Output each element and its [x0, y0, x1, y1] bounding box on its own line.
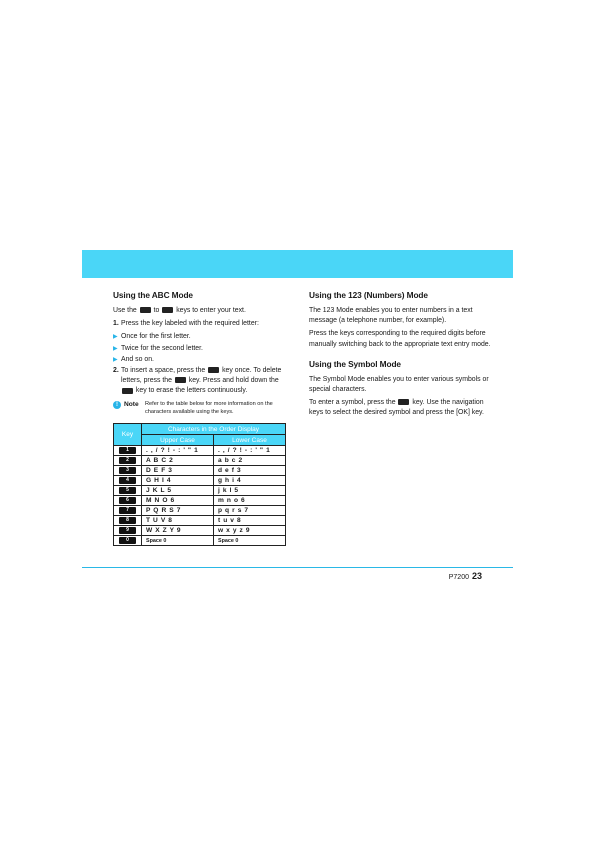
model-name: P7200: [448, 574, 469, 581]
note-text: Refer to the table below for more information on the characters available using the keys.: [145, 400, 273, 415]
upper-case-cell: Space 0: [142, 536, 214, 546]
keypad-key-icon: 2: [119, 457, 136, 464]
lower-case-cell: d e f 3: [214, 466, 286, 476]
table-row: [114, 506, 286, 516]
abc-intro: Use the to keys to enter your text.: [113, 307, 246, 314]
numbers-p2: Press the keys corresponding to the required digits before manually switching back to the appropriate text entry mode.: [309, 330, 491, 348]
keypad-key-icon: 8: [119, 517, 136, 524]
key-cell: [114, 496, 142, 506]
key-cell: [114, 456, 142, 466]
lower-case-cell: j k l 5: [214, 486, 286, 496]
key-cell: [114, 506, 142, 516]
table-row: [114, 536, 286, 546]
lower-case-cell: m n o 6: [214, 496, 286, 506]
keypad-key-icon: 6: [119, 497, 136, 504]
keypad-key-icon: 1: [119, 447, 136, 454]
lower-case-cell: w x y z 9: [214, 526, 286, 536]
key-cell: [114, 466, 142, 476]
key-cell: [114, 446, 142, 456]
abc-mode-heading: Using the ABC Mode: [113, 290, 193, 300]
keypad-key-icon: 4: [119, 477, 136, 484]
table-row: [114, 486, 286, 496]
table-row: [114, 516, 286, 526]
space-key-icon: [208, 367, 219, 373]
keypad-key-icon: 0: [119, 537, 136, 544]
page-number: 23: [471, 571, 482, 581]
upper-case-cell: J K L 5: [142, 486, 214, 496]
key-9-icon: [162, 307, 173, 313]
step-1: 1. Press the key labeled with the required letter:: [113, 320, 259, 328]
table-row: [114, 466, 286, 476]
footer-rule: [82, 567, 513, 568]
header-banner: [82, 250, 513, 278]
table-row: [114, 526, 286, 536]
table-row: [114, 476, 286, 486]
key-cell: [114, 536, 142, 546]
right-column: [309, 290, 499, 422]
upper-case-cell: D E F 3: [142, 466, 214, 476]
lower-case-cell: g h i 4: [214, 476, 286, 486]
bullet-list: [113, 332, 288, 365]
table-row: [114, 456, 286, 466]
upper-case-cell: M N O 6: [142, 496, 214, 506]
symbol-p2: To enter a symbol, press the key. Use the navigation keys to select the desired symbol and press the [OK] key.: [309, 399, 484, 417]
upper-case-cell: . , / ? ! - : ' " 1: [142, 446, 214, 456]
upper-case-cell: A B C 2: [142, 456, 214, 466]
keypad-key-icon: 5: [119, 487, 136, 494]
bullet-arrow-icon: ▶: [113, 334, 118, 341]
numbers-p1: The 123 Mode enables you to enter numbers in a text message (a telephone number, for example).: [309, 307, 473, 325]
left-column: [113, 290, 288, 546]
key-2-icon: [140, 307, 151, 313]
key-cell: [114, 516, 142, 526]
numbers-mode-heading: Using the 123 (Numbers) Mode: [309, 290, 428, 300]
keypad-key-icon: 7: [119, 507, 136, 514]
key-cell: [114, 526, 142, 536]
bullet-item: ▶ Once for the first letter.: [113, 332, 288, 342]
lower-case-cell: a b c 2: [214, 456, 286, 466]
step-2: 2. To insert a space, press the key once. To delete letters, press the key. Press and hold down the key to erase the letters continuously.: [113, 367, 282, 395]
note-label: Note: [124, 400, 139, 408]
lower-case-cell: Space 0: [214, 536, 286, 546]
page-footer: [449, 571, 482, 581]
lower-case-header: Lower Case: [214, 435, 286, 446]
lower-case-cell: t u v 8: [214, 516, 286, 526]
upper-case-cell: G H I 4: [142, 476, 214, 486]
bullet-item: ▶ And so on.: [113, 355, 288, 365]
bullet-item: ▶ Twice for the second letter.: [113, 344, 288, 354]
lower-case-cell: . , / ? ! - : ' " 1: [214, 446, 286, 456]
bullet-arrow-icon: ▶: [113, 345, 118, 352]
bullet-arrow-icon: ▶: [113, 356, 118, 363]
symbol-p1: The Symbol Mode enables you to enter various symbols or special characters.: [309, 375, 489, 394]
group-header: Characters in the Order Display: [142, 424, 286, 435]
upper-case-cell: T U V 8: [142, 516, 214, 526]
note: [113, 400, 288, 416]
table-row: [114, 496, 286, 506]
lower-case-cell: p q r s 7: [214, 506, 286, 516]
keypad-key-icon: 3: [119, 467, 136, 474]
info-icon: !: [113, 401, 121, 409]
symbol-key-icon: [398, 399, 409, 405]
clear-key-icon: [122, 388, 133, 394]
key-cell: [114, 486, 142, 496]
symbol-mode-heading: Using the Symbol Mode: [309, 358, 401, 369]
key-column-header: Key: [114, 424, 142, 446]
upper-case-cell: P Q R S 7: [142, 506, 214, 516]
upper-case-header: Upper Case: [142, 435, 214, 446]
upper-case-cell: W X Z Y 9: [142, 526, 214, 536]
table-body: [114, 446, 286, 546]
key-cell: [114, 476, 142, 486]
keypad-key-icon: 9: [119, 527, 136, 534]
table-row: [114, 446, 286, 456]
character-table: [113, 423, 286, 546]
clear-key-icon: [175, 377, 186, 383]
